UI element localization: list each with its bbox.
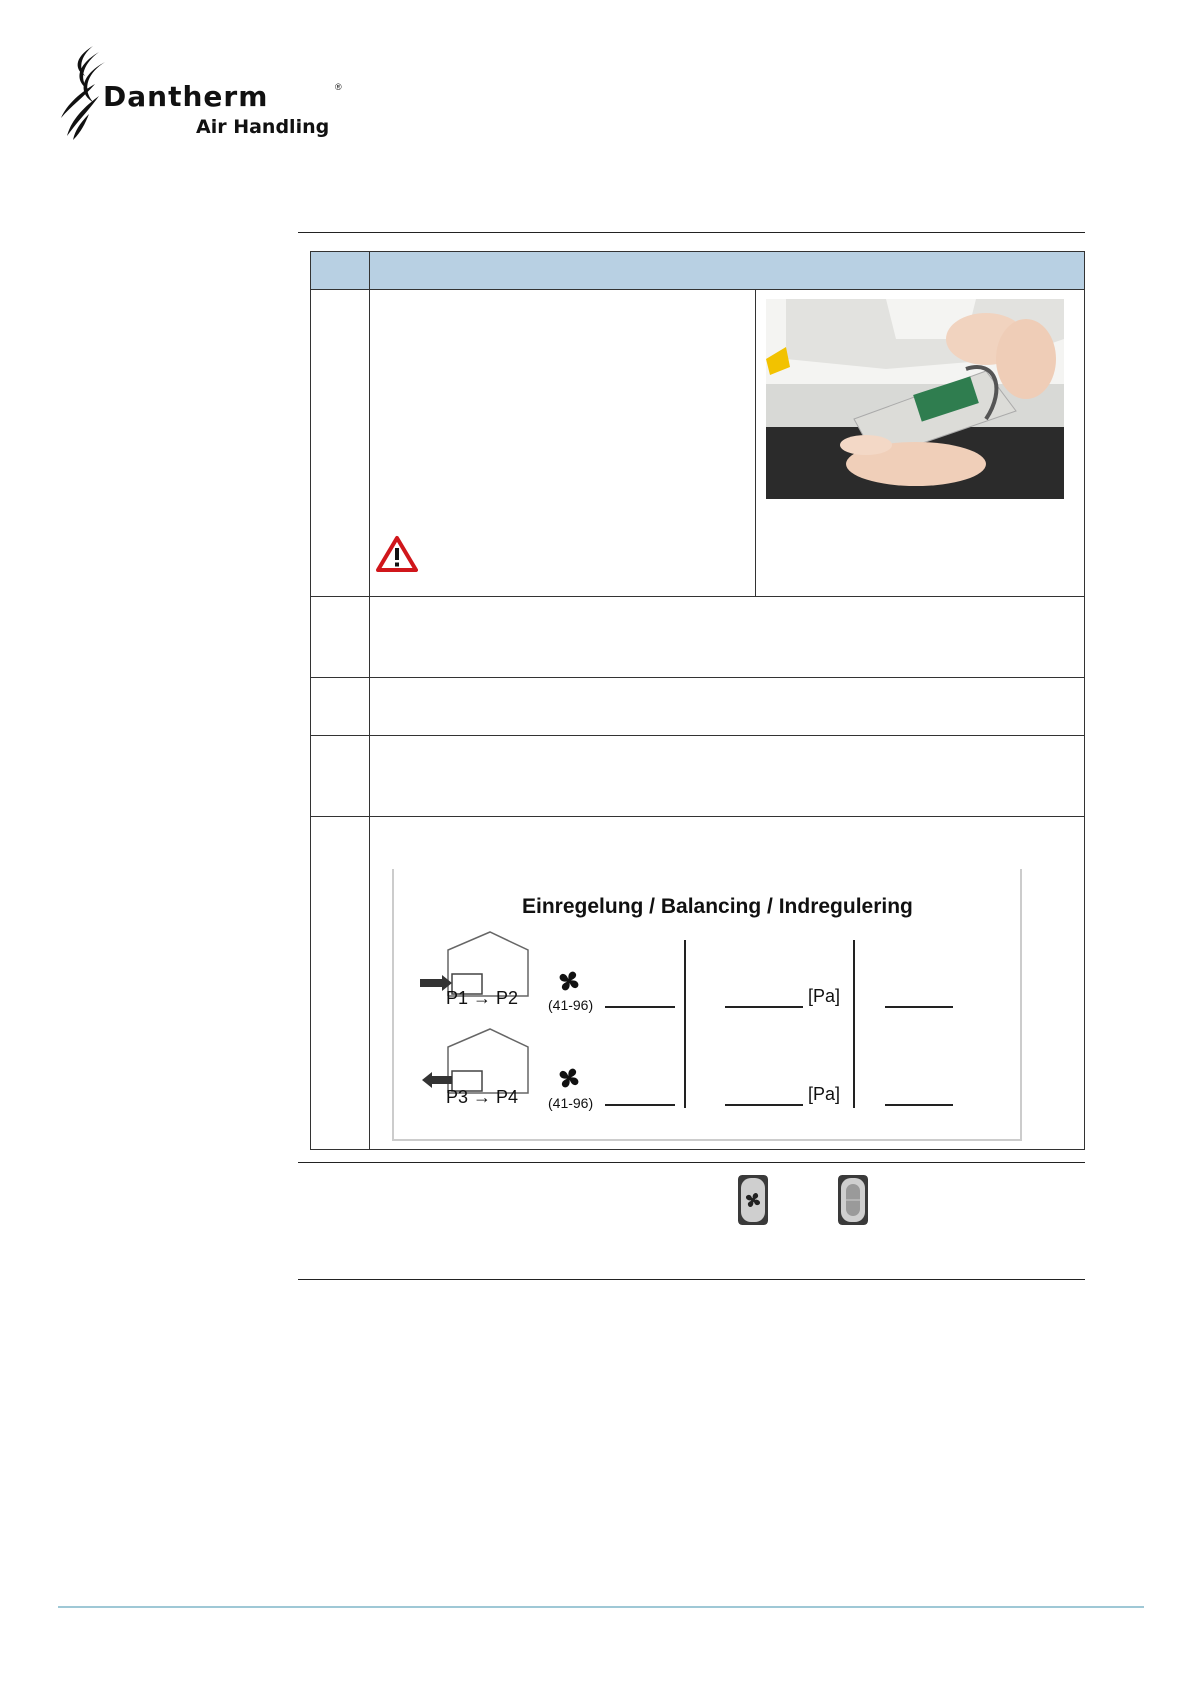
- footer-line: [58, 1606, 1144, 1608]
- row-divider: [310, 677, 1085, 678]
- section-divider: [298, 1162, 1085, 1163]
- extract-notes-blank[interactable]: [885, 1104, 953, 1106]
- fan-icon: [556, 968, 582, 994]
- brand-logo: [55, 44, 355, 144]
- balancing-title: Einregelung / Balancing / Indregulering: [522, 895, 913, 918]
- row-divider: [310, 289, 1085, 290]
- fan-icon: [556, 1065, 582, 1091]
- scroll-button-icon[interactable]: [838, 1175, 868, 1225]
- form-separator: [684, 940, 686, 1108]
- bottom-divider: [298, 1279, 1085, 1280]
- brand-name: Dantherm: [103, 80, 269, 113]
- extract-pa-unit: [Pa]: [808, 1084, 841, 1104]
- top-divider: [298, 232, 1085, 233]
- supply-notes-blank[interactable]: [885, 1006, 953, 1008]
- row-divider: [310, 816, 1085, 817]
- extract-range: (41-96): [548, 1095, 594, 1111]
- supply-fan-value-blank[interactable]: [605, 1006, 675, 1008]
- form-separator: [853, 940, 855, 1108]
- table-header-row: [311, 252, 1084, 289]
- step-column-divider: [369, 251, 370, 1150]
- warning-triangle-icon: [376, 535, 418, 573]
- supply-pa-unit: [Pa]: [808, 986, 841, 1006]
- image-column-divider: [755, 289, 756, 596]
- extract-pressure-label: P3 → P4: [446, 1087, 519, 1107]
- supply-pressure-blank[interactable]: [725, 1006, 803, 1008]
- brand-subtitle: Air Handling: [196, 116, 330, 138]
- fan-button-icon[interactable]: [738, 1175, 768, 1225]
- row-divider: [310, 596, 1085, 597]
- row-divider: [310, 735, 1085, 736]
- supply-pressure-label: P1 → P2: [446, 988, 519, 1008]
- extract-fan-value-blank[interactable]: [605, 1104, 675, 1106]
- brand-registered-mark: ®: [335, 82, 342, 92]
- supply-range: (41-96): [548, 997, 594, 1013]
- extract-pressure-blank[interactable]: [725, 1104, 803, 1106]
- control-board-photo: [766, 299, 1064, 499]
